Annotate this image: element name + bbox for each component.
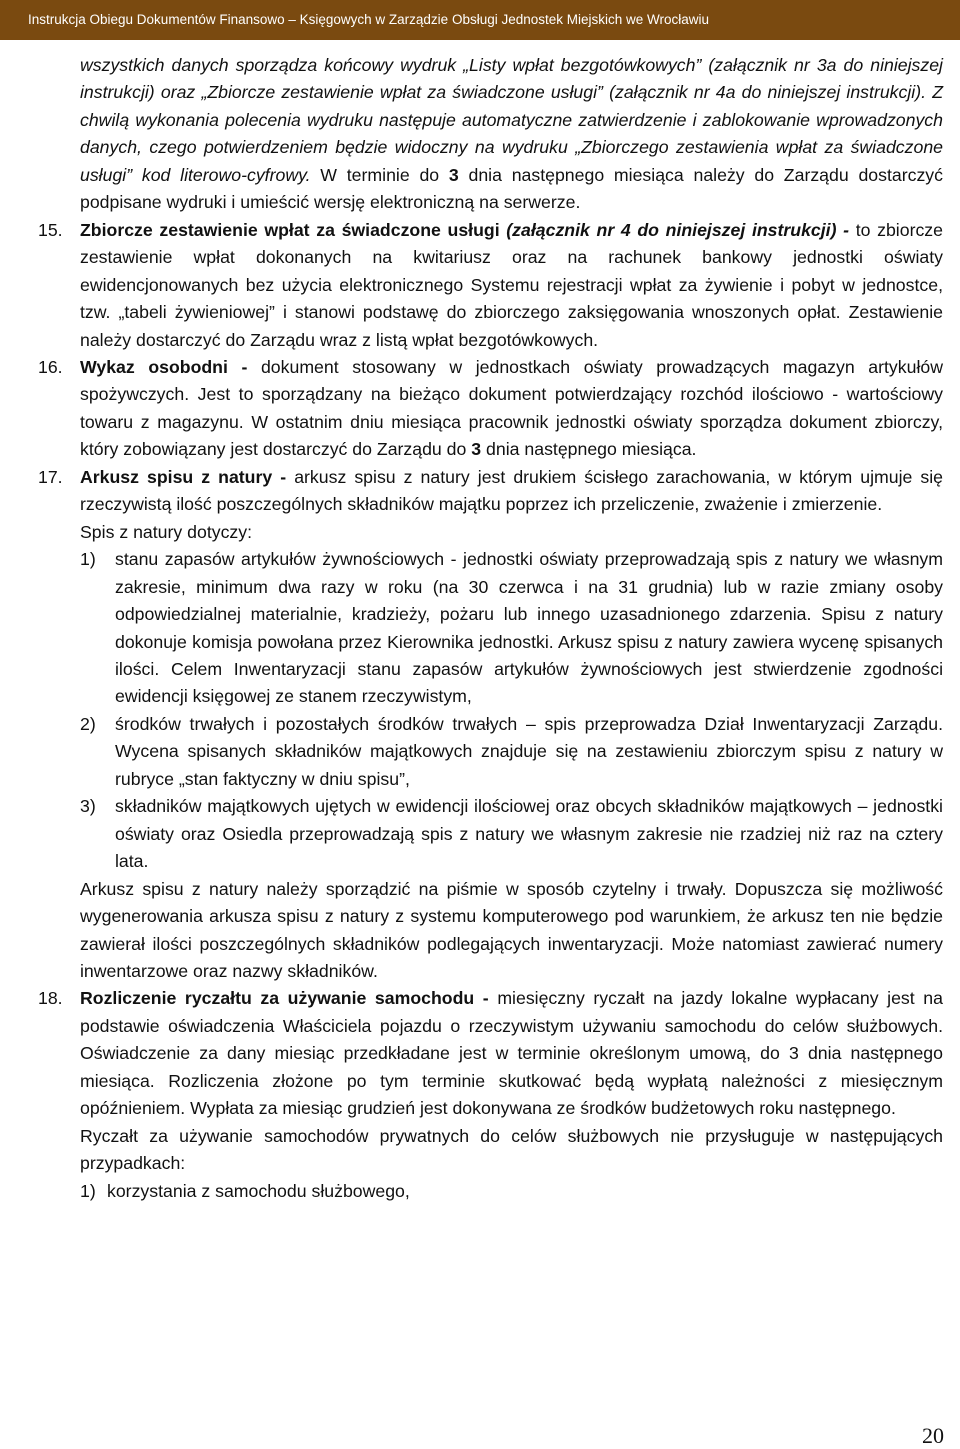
- item-text: arkusz spisu z natury jest drukiem ścisłego zarachowania, w którym ujmuje się rzeczywistą ilość poszczególnych składników majątku poprzez ich przeliczenie, zważenie i zmierzenie.: [80, 466, 944, 515]
- page-number: 20: [922, 1423, 944, 1448]
- list-item-15: [38, 217, 943, 354]
- item-text: to zbiorcze zestawienie wpłat dokonanych na kwitariusz oraz na rachunek bankowy jednostki oświaty ewidencjonowanych bez użycia elektronicznego Systemu rejestracji wpłat za żywienie i pobyt w jednostce, tzw. „tabeli żywieniowej” i stanowi podstawę do zbiorczego zaksięgowania wnoszonych opłat. Zestawienie należy dostarczyć do Zarządu wraz z listą wpłat bezgotówkowych.: [80, 219, 943, 350]
- intro-text-2: dnia następnego miesiąca należy do Zarządu dostarczyć podpisane wydruki i umieścić wersję elektroniczną na serwerze.: [80, 164, 943, 213]
- item-deadline-day: 3: [471, 439, 482, 460]
- item-title: Rozliczenie ryczałtu za używanie samochodu -: [80, 988, 489, 1009]
- intro-text-1: W terminie do: [310, 164, 449, 185]
- sub-item-text: składników majątkowych ujętych w ewidencji ilościowej oraz obcych składników majątkowych – jednostki oświaty oraz Osiedla przeprowadzają spis z natury we własnym zakresie nie rzadziej niż raz na cztery lata.: [115, 796, 943, 872]
- item-title-attachment: (załącznik nr 4 do niniejszej instrukcji) -: [506, 219, 850, 240]
- item-text-end: dnia następnego miesiąca.: [481, 439, 697, 460]
- list-item-16: [38, 354, 943, 464]
- sub-item: [80, 793, 943, 875]
- sub-item: [80, 546, 943, 711]
- sub-item-text: środków trwałych i pozostałych środków trwałych – spis przeprowadza Dział Inwentaryzacji Zarządu. Wycena spisanych składników majątkowych znajduje się na zestawieniu zbiorczym spisu z natury w rubryce „stan faktyczny w dniu spisu”,: [115, 713, 943, 789]
- list-item-18: [38, 985, 943, 1205]
- item-title: Arkusz spisu z natury -: [80, 466, 287, 487]
- item-text: miesięczny ryczałt na jazdy lokalne wypłacany jest na podstawie oświadczenia Właściciela pojazdu o rzeczywistym używaniu samochodu do celów służbowych. Oświadczenie za dany miesiąc przedkładane jest w terminie określonym umową, do 3 dnia następnego miesiąca. Rozliczenia złożone po tym terminie skutkować będą wypłatą należności z miesięcznym opóźnieniem. Wypłata za miesiąc grudzień jest dokonywana ze środków budżetowych roku następnego.: [80, 988, 943, 1119]
- item-number: 16.: [38, 356, 63, 377]
- item-paragraph-2: Ryczałt za używanie samochodów prywatnych do celów służbowych nie przysługuje w następujących przypadkach:: [80, 1125, 943, 1174]
- sub-item-number: 3): [80, 796, 96, 817]
- sub-item-number: 1): [80, 1180, 96, 1201]
- header-title: Instrukcja Obiegu Dokumentów Finansowo – Księgowych w Zarządzie Obsługi Jednostek Miejskich we Wrocławiu: [28, 12, 710, 27]
- sub-item-number: 2): [80, 713, 96, 734]
- sub-item-text: stanu zapasów artykułów żywnościowych - jednostki oświaty przeprowadzają spis z natury we własnym zakresie, minimum dwa razy w roku (na 30 czerwca i na 31 grudnia) lub w razie zmiany osoby odpowiedzialnej materialnie, kradzieży, pożaru lub innego uzasadnionego zdarzenia. Spisu z natury dokonuje komisja powołana przez Kierownika jednostki. Arkusz spisu z natury zawiera wycenę spisanych ilości. Celem Inwentaryzacji stanu zapasów artykułów żywnościowych jest stwierdzenie zgodności ewidencji księgowej ze stanem rzeczywistym,: [115, 549, 943, 707]
- item-number: 17.: [38, 466, 63, 487]
- item-intro: Spis z natury dotyczy:: [80, 521, 253, 542]
- sub-item-number: 1): [80, 549, 96, 570]
- item-number: 18.: [38, 988, 63, 1009]
- item-title: Wykaz osobodni -: [80, 356, 248, 377]
- intro-deadline-day: 3: [448, 164, 459, 185]
- intro-italic-text: wszystkich danych sporządza końcowy wydruk „Listy wpłat bezgotówkowych” (załącznik nr 3a do niniejszej instrukcji) oraz „Zbiorcze zestawienie wpłat za świadczone usługi” (załącznik nr 4a do niniejszej instrukcji). Z chwilą wykonania polecenia wydruku następuje automatyczne zatwierdzenie i zablokowanie wprowadzonych danych, czego potwierdzeniem będzie widoczny na wydruku „Zbiorczego zestawienia wpłat za świadczone usługi” kod literowo-cyfrowy.: [80, 55, 943, 185]
- item-outro: Arkusz spisu z natury należy sporządzić na piśmie w sposób czytelny i trwały. Dopuszcza się możliwość wygenerowania arkusza spisu z natury z systemu komputerowego pod warunkiem, że arkusz ten nie będzie zawierał ilości poszczególnych składników podlegających inwentaryzacji. Może natomiast zawierać numery inwentarzowe oraz nazwy składników.: [80, 878, 943, 981]
- sub-item: [80, 711, 943, 793]
- item-title: Zbiorcze zestawienie wpłat za świadczone usługi: [80, 219, 500, 240]
- document-header: [0, 0, 960, 40]
- item-number: 15.: [38, 219, 63, 240]
- intro-paragraph: [80, 52, 943, 217]
- item-text: dokument stosowany w jednostkach oświaty prowadzących magazyn artykułów spożywczych. Jest to sporządzany na bieżąco dokument potwierdzający rozchód ilościowo - wartościowy towaru z magazynu. W ostatnim dniu miesiąca pracownik jednostki oświaty sporządza dokument zbiorczy, który zobowiązany jest dostarczyć do Zarządu do: [80, 356, 943, 460]
- list-item-17: [38, 464, 944, 986]
- sub-item: [80, 1178, 943, 1205]
- sub-item-text: korzystania z samochodu służbowego,: [107, 1180, 410, 1201]
- document-body: [38, 52, 944, 1205]
